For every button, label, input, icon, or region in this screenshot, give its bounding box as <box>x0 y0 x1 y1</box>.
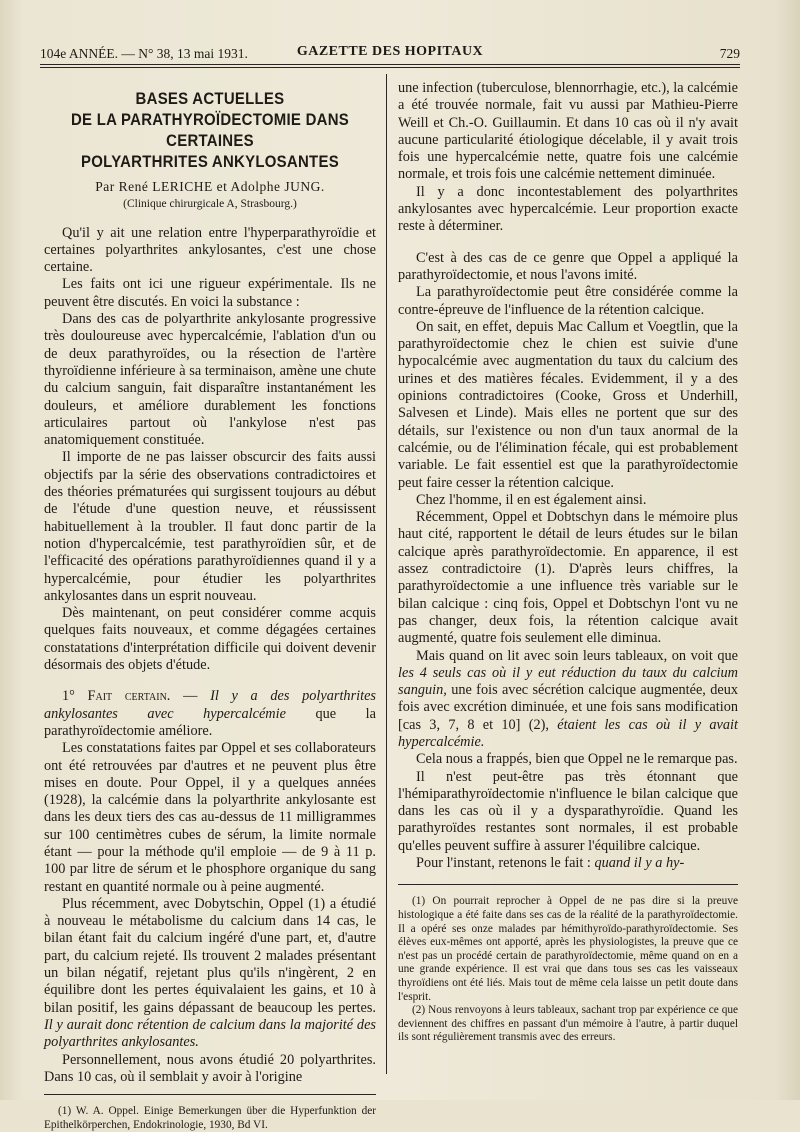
paragraph: Il importe de ne pas laisser obscurcir des faits aussi objectifs par la série des observations contradictoires et des théories prématurées qui surgissent toujours au début de l'étude d'une question neuve, et réussissent habituellement à la troubler. Il faut donc partir de la notion d'hypercalcémie, test parathyroïdien sûr, et de l'efficacité des opérations parathyroïdiennes quand il y a hypercalcémie, pour étudier les polyarthrites ankylosantes dans un esprit nouveau. <box>44 449 376 604</box>
footnote-rule <box>44 1094 376 1095</box>
column-divider <box>386 74 387 1074</box>
paragraph: Les constatations faites par Oppel et ses collaborateurs ont été retrouvées par d'autres et ne peuvent plus être mises en doute. Pour Oppel, il y a quelques années (1928), la calcémie dans la polyarthrite ankylosante est dans les deux tiers des cas au-dessus de 11 milligrammes sur 100 centimètres cubes de sérum, la limite normale étant — pour la méthode qu'il emploie — de 9 à 11 p. 100 par litre de sérum et le phosphore organique du sang restant en quantité normale ou à peine augmenté. <box>44 740 376 895</box>
footnote: (1) W. A. Oppel. Einige Bemerkungen über die Hyperfunktion der Epithelkörperchen, Endokrinologie, 1930, Bd VI. <box>44 1105 376 1131</box>
paragraph: Mais quand on lit avec soin leurs tableaux, on voit que les 4 seuls cas où il y eut réduction du taux du calcium sanguin, une fois avec sécrétion calcique augmentée, deux fois avec excrétion diminuée, et une fois sans modification [cas 3, 7, 8 et 10] (2), étaient les cas où il y avait hypercalcémie. <box>398 647 739 750</box>
paragraph: C'est à des cas de ce genre que Oppel a appliqué la parathyroïdectomie, et nous l'avons imité. <box>398 249 738 283</box>
footnote: (1) On pourrait reprocher à Oppel de ne pas dire si la preuve histologique a été faite dans ses cas de la réalité de la parathyroïdectomie. Il a opéré ses onze malades par hémithyroïdo-parathyroïdectomie. Ses élèves eux-mêmes ont apporté, après les physiologistes, la preuve que ce n'est pas un procédé certain de parathyroïdectomie, même quand on en a une grande expérience. Il est vrai que dans tous ses cas les vaisseaux thyroïdiens ont été liés. Mais tout de même cela laisse un petit doute dans l'esprit. <box>398 895 738 1003</box>
footnote-rule <box>398 884 738 885</box>
paragraph: Récemment, Oppel et Dobtschyn dans le mémoire plus haut cité, rapportent le détail de leurs études sur le bilan calcique après parathyroïdectomie. En apparence, il est assez contradictoire (1). D'après leurs chiffres, la parathyroïdectomie a une influence très variable sur le bilan calcique : cinq fois, Oppel et Dobtschyn l'ont vu ne pas changer, deux fois, la rétention calcique avait augmenté, quatre fois seulement elle diminua. <box>398 509 738 647</box>
article-title-line-3: POLYARTHRITES ANKYLOSANTES <box>81 152 339 171</box>
section-claim: Il y a des polyarthrites ankylosantes avec hypercalcémie <box>44 688 376 722</box>
article-affiliation: (Clinique chirurgicale A, Strasbourg.) <box>123 198 297 211</box>
paragraph: Personnellement, nous avons étudié 20 polyarthrites. Dans 10 cas, où il semblait y avoir à l'origine <box>44 1051 376 1085</box>
paragraph: Il y a donc incontestablement des polyarthrites ankylosantes avec hypercalcémie. Leur proportion exacte reste à déterminer. <box>398 183 738 235</box>
paragraph: Pour l'instant, retenons le fait : quand il y a hy- <box>416 855 685 872</box>
footnote: (2) Nous renvoyons à leurs tableaux, sachant trop par expérience ce que deviennent des chiffres en passant d'un mémoire à l'autre, à partir duquel ils sont régulièrement transmis avec des erreurs. <box>398 1004 738 1044</box>
paragraph: Plus récemment, avec Dobytschin, Oppel (1) a étudié à nouveau le métabolisme du calcium dans 14 cas, le bilan étant fait du calcium ingéré d'une part, et, d'autre part, du calcium rejeté. Ils trouvent 2 malades présentant un bilan négatif, rejetant plus qu'ils n'ingèrent, 2 en équilibre dont les pertes équivalaient les gains, et 10 à bilan positif, les gains dépassant de beaucoup les pertes. Il y aurait donc rétention de calcium dans la majorité des polyarthrites ankylosantes. <box>44 895 376 1051</box>
right-column <box>398 80 738 1045</box>
journal-name: GAZETTE DES HOPITAUX <box>296 44 484 59</box>
paragraph: On sait, en effet, depuis Mac Callum et Voegtlin, que la parathyroïdectomie chez le chien est suivie d'une hypocalcémie avec augmentation du taux du calcium des urines et des matières fécales. Evidemment, il y a des opinions contradictoires (Cooke, Gross et Underhill, Salvesen et Linde). Mais elles ne portent que sur des détails, sur l'existence ou non d'un taux anormal de la calcémie, ou de l'élimination fécale, qui est probablement variable. Le fait essentiel est que la parathyroïdectomie peut faire cesser la rétention calcique. <box>398 318 738 491</box>
paragraph: Cela nous a frappés, bien que Oppel ne le remarque pas. <box>416 751 738 768</box>
issue-line: 104e ANNÉE. — N° 38, 13 mai 1931. <box>40 46 248 61</box>
article-title-line-1: BASES ACTUELLES <box>135 89 285 108</box>
article-byline: Par René LERICHE et Adolphe JUNG. <box>95 179 325 194</box>
running-header <box>40 44 740 66</box>
paragraph: une infection (tuberculose, blennorrhagie, etc.), la calcémie a été trouvée normale, fait vu aussi par Mathieu-Pierre Weill et Ch.-O. Guillaumin. Et dans 10 cas où il n'y avait aucune particularité étiologique décelable, il y avait trois fois une hypercalcémie nette, quatre fois une calcémie normale, et trois fois une calcémie nettement diminuée. <box>398 80 738 183</box>
header-rule-double <box>40 67 740 68</box>
section-lead: 1° Fait certain. <box>62 688 171 705</box>
paragraph: Il n'est peut-être pas très étonnant que l'hémiparathyroïdectomie n'influence le bilan calcique que dans les cas où il y a dysparathyroïdie. Quand les parathyroïdes restantes sont normales, il est probable qu'elles peuvent suffire à assurer l'équilibre calcique. <box>398 768 738 854</box>
article-title-line-2: DE LA PARATHYROÏDECTOMIE DANS CERTAINES <box>70 110 350 150</box>
paragraph: La parathyroïdectomie peut être considérée comme la contre-épreuve de l'influence de la rétention calcique. <box>398 284 738 318</box>
page-number: 729 <box>719 46 740 61</box>
paragraph: Les faits ont ici une rigueur expérimentale. Ils ne peuvent être discutés. En voici la substance : <box>44 276 376 310</box>
paragraph: Dans des cas de polyarthrite ankylosante progressive très douloureuse avec hypercalcémie, l'ablation d'un ou de deux parathyroïdes, ou la résection de l'artère thyroïdienne inférieure à sa terminaison, amène une chute du calcium sanguin, fait disparaître instantanément les douleurs, et améliore durablement les fonctions articulaires partout où l'ankylose n'est pas anatomiquement constituée. <box>44 311 376 449</box>
header-rule <box>40 64 740 65</box>
paragraph: Chez l'homme, il en est également ainsi. <box>416 491 647 508</box>
paragraph: Dès maintenant, on peut considérer comme acquis quelques faits nouveaux, et comme dégagées certaines constatations d'interprétation difficile qui doivent devenir désormais des objets d'étude. <box>44 605 376 674</box>
left-column <box>44 80 376 1132</box>
section-paragraph: 1° Fait certain. — Il y a des polyarthrites ankylosantes avec hypercalcémie que la parathyroïdectomie améliore. <box>44 688 376 739</box>
paragraph: Qu'il y ait une relation entre l'hyperparathyroïdie et certaines polyarthrites ankylosantes, c'est une chose certaine. <box>44 224 376 276</box>
